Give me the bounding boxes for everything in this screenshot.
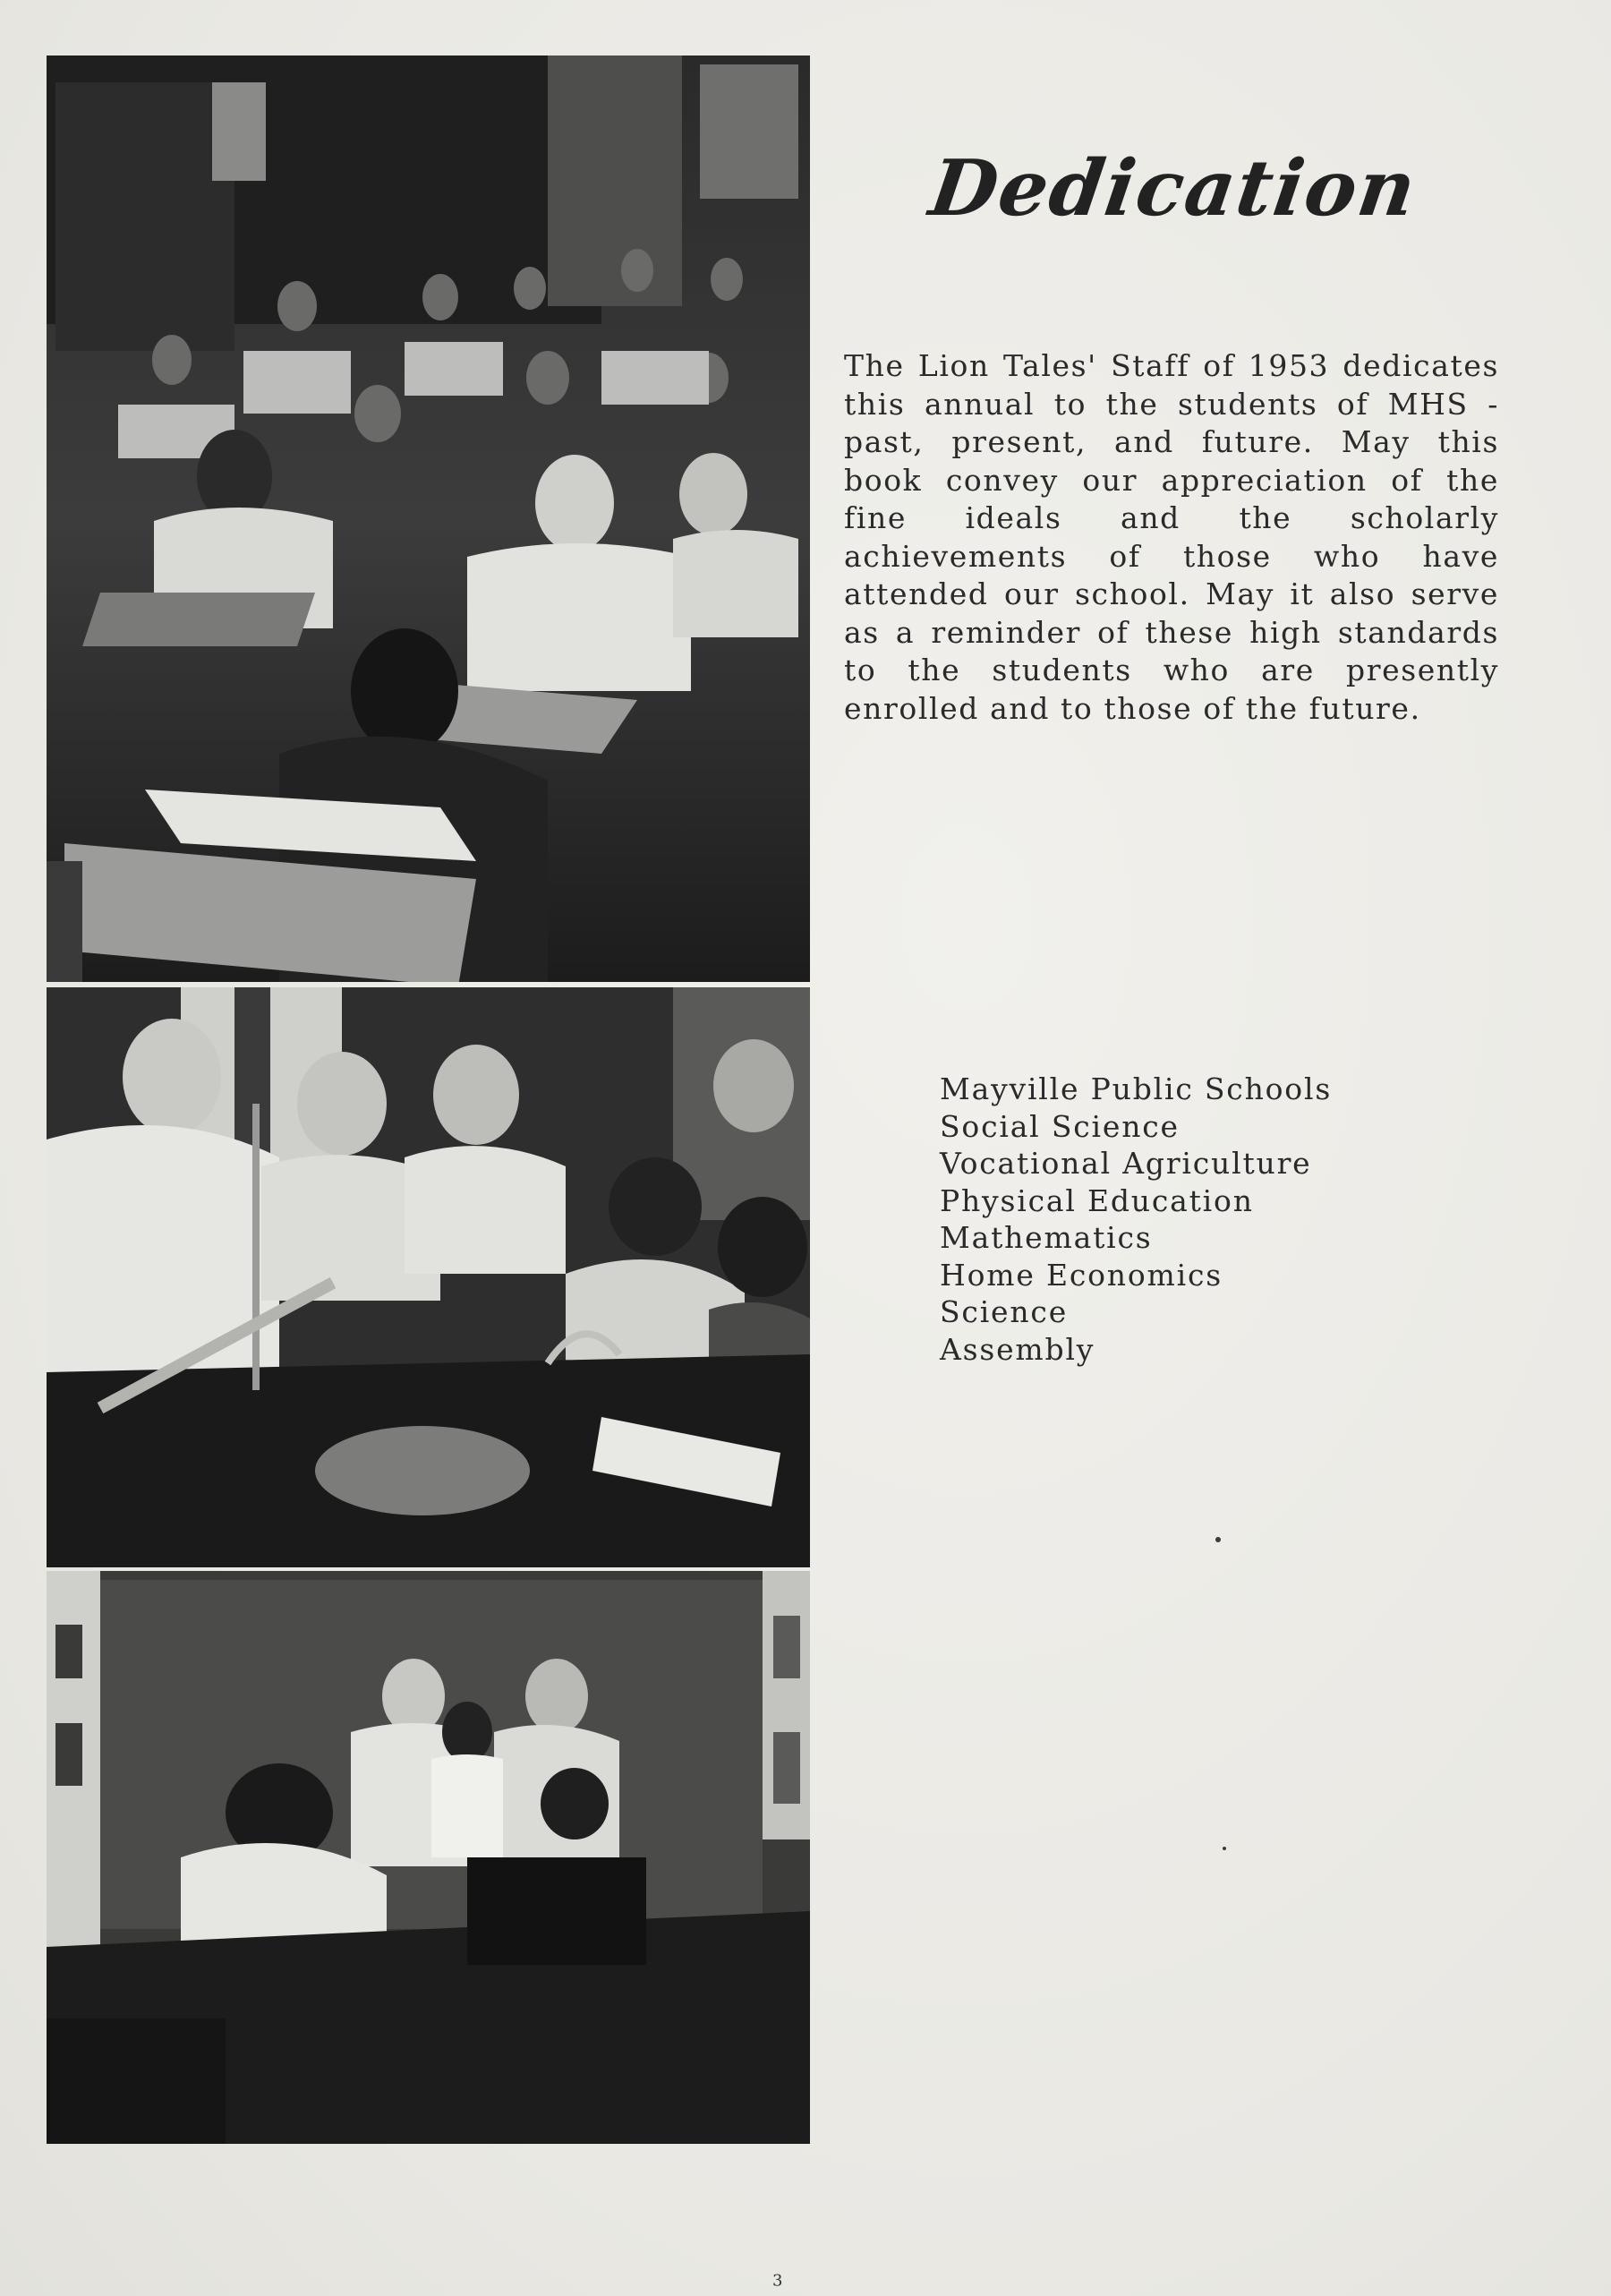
classroom-photo-image [47,55,810,982]
science-lab-photo [47,987,810,1567]
photo-caption-list [940,1071,1332,1368]
page-number: 3 [772,2271,783,2291]
list-item: Vocational Agriculture [940,1146,1312,1181]
home-economics-photo-image [47,1571,810,2144]
list-item: Social Science [940,1108,1180,1144]
page-title: Dedication [924,143,1423,234]
classroom-photo [47,55,810,982]
list-item: Mayville Public Schools [940,1071,1333,1106]
home-economics-photo [47,1571,810,2144]
dedication-paragraph: The Lion Tales' Staff of 1953 dedicates this annual to the students of MHS - past, present, and future. May this book convey our appreciation of the fine ideals and the scholarly achievements of those who have attended our school. May it also serve as a reminder of these high standards to the students who are presently enrolled and to those of the future. [844,348,1499,726]
list-item: Assembly [940,1331,1095,1367]
paper-speck [1215,1537,1221,1542]
list-item: Science [940,1294,1069,1329]
list-item: Mathematics [940,1220,1153,1255]
list-item: Physical Education [940,1182,1254,1218]
paper-speck [1223,1847,1226,1850]
list-item: Home Economics [940,1257,1223,1293]
science-lab-photo-image [47,987,810,1567]
